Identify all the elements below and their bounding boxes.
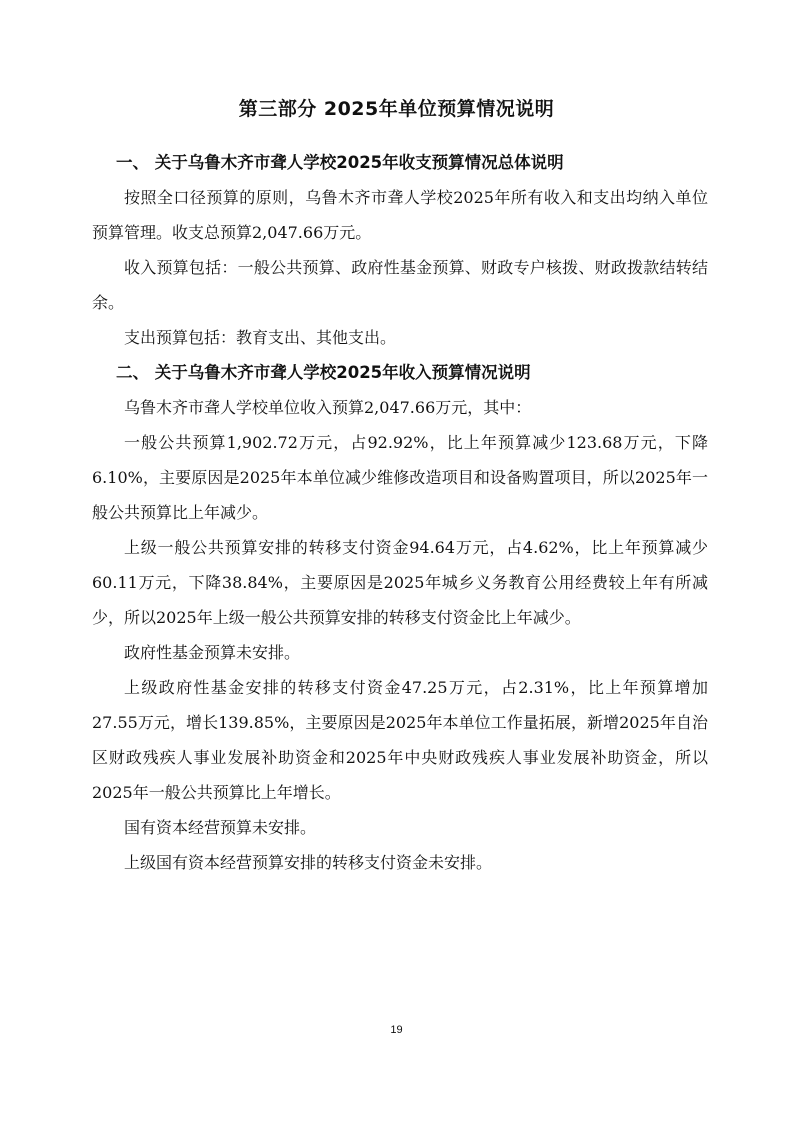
section-2-paragraph: 国有资本经营预算未安排。 xyxy=(124,818,317,837)
section-1-heading: 一、 关于乌鲁木齐市聋人学校2025年收支预算情况总体说明 xyxy=(116,153,564,172)
section-2-paragraph: 上级政府性基金安排的转移支付资金47.25万元，占2.31%，比上年预算增加27.55万元，增长139.85%，主要原因是2025年本单位工作量拓展，新增2025年自治区财政残疾人事业发展补助资金和2025年中央财政残疾人事业发展补助资金，所以2025年一般公共预算比上年增长。 xyxy=(92,678,708,802)
page-number: 19 xyxy=(390,1024,403,1036)
document-body xyxy=(92,145,708,880)
page-title: 第三部分 2025年单位预算情况说明 xyxy=(238,98,555,120)
section-1-paragraph: 收入预算包括：一般公共预算、政府性基金预算、财政专户核拨、财政拨款结转结余。 xyxy=(92,258,708,312)
section-2-paragraph: 上级国有资本经营预算安排的转移支付资金未安排。 xyxy=(124,853,493,872)
section-2-paragraph: 政府性基金预算未安排。 xyxy=(124,643,301,662)
section-1-paragraph: 支出预算包括：教育支出、其他支出。 xyxy=(124,328,397,347)
section-2-paragraph: 上级一般公共预算安排的转移支付资金94.64万元，占4.62%，比上年预算减少60.11万元，下降38.84%，主要原因是2025年城乡义务教育公用经费较上年有所减少，所以2025年上级一般公共预算安排的转移支付资金比上年减少。 xyxy=(92,538,708,627)
section-2-heading: 二、 关于乌鲁木齐市聋人学校2025年收入预算情况说明 xyxy=(116,363,531,382)
section-2-paragraph: 乌鲁木齐市聋人学校单位收入预算2,047.66万元，其中： xyxy=(124,398,532,417)
section-1-paragraph: 按照全口径预算的原则，乌鲁木齐市聋人学校2025年所有收入和支出均纳入单位预算管理。收支总预算2,047.66万元。 xyxy=(92,188,708,242)
section-2-paragraph: 一般公共预算1,902.72万元，占92.92%，比上年预算减少123.68万元，下降6.10%，主要原因是2025年本单位减少维修改造项目和设备购置项目，所以2025年一般公共预算比上年减少。 xyxy=(92,433,708,522)
